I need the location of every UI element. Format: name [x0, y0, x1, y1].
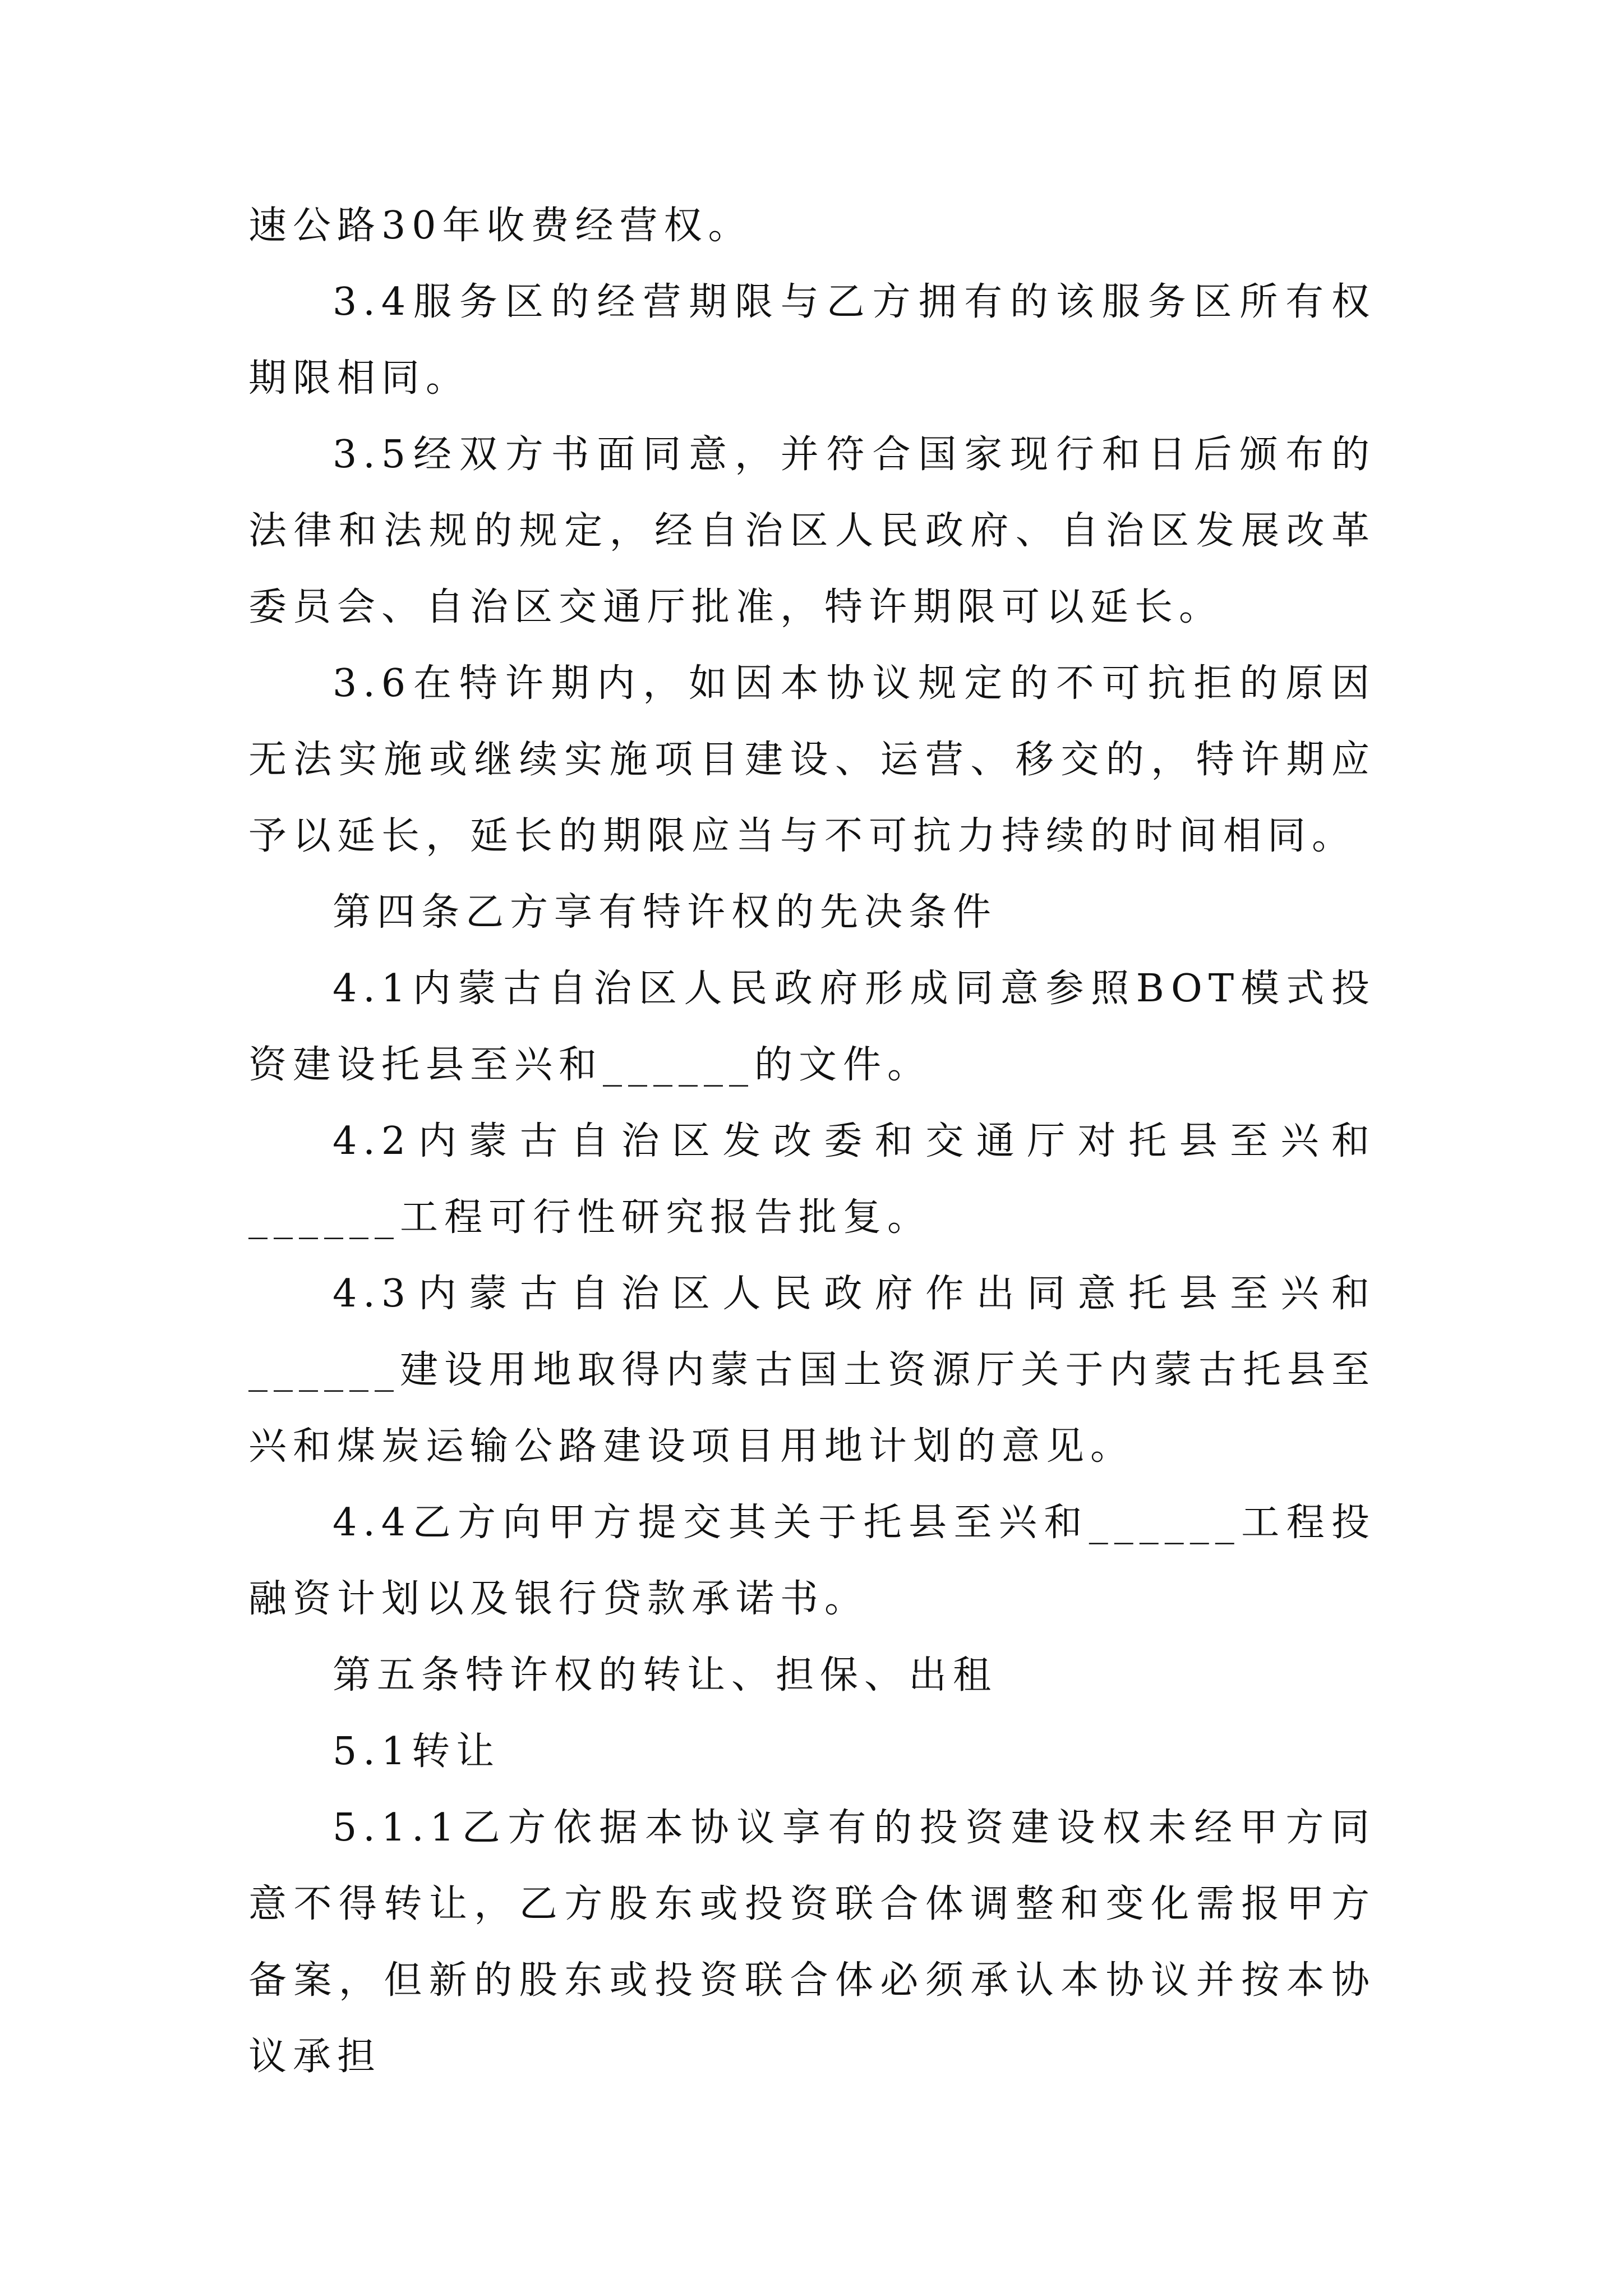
- paragraph-4-3: 4.3内蒙古自治区人民政府作出同意托县至兴和______建设用地取得内蒙古国土资源厅关于内蒙古托县至兴和煤炭运输公路建设项目用地计划的意见。: [248, 1272, 1376, 1469]
- paragraph-3-4: 3.4服务区的经营期限与乙方拥有的该服务区所有权期限相同。: [248, 280, 1376, 401]
- paragraph-4-2: 4.2内蒙古自治区发改委和交通厅对托县至兴和______工程可行性研究报告批复。: [248, 1119, 1376, 1240]
- paragraph-5-1-1: 5.1.1乙方依据本协议享有的投资建设权未经甲方同意不得转让，乙方股东或投资联合体调整和变化需报甲方备案，但新的股东或投资联合体必须承认本协议并按本协议承担: [248, 1806, 1376, 2079]
- paragraph-3-6: 3.6在特许期内，如因本协议规定的不可抗拒的原因无法实施或继续实施项目建设、运营、移交的，特许期应予以延长，延长的期限应当与不可抗力持续的时间相同。: [248, 661, 1376, 858]
- article-5-heading: 第五条特许权的转让、担保、出租: [333, 1653, 998, 1697]
- article-4-heading: 第四条乙方享有特许权的先决条件: [333, 890, 998, 935]
- document-body: [248, 188, 1376, 2095]
- paragraph-4-4: 4.4乙方向甲方提交其关于托县至兴和______工程投融资计划以及银行贷款承诺书。: [248, 1501, 1376, 1621]
- paragraph-4-1: 4.1内蒙古自治区人民政府形成同意参照BOT模式投资建设托县至兴和______的文件。: [248, 967, 1376, 1087]
- paragraph-5-1: 5.1转让: [333, 1729, 501, 1774]
- paragraph-3-5: 3.5经双方书面同意，并符合国家现行和日后颁布的法律和法规的规定，经自治区人民政府、自治区发展改革委员会、自治区交通厅批准，特许期限可以延长。: [248, 432, 1376, 629]
- paragraph-continuation: 速公路30年收费经营权。: [248, 204, 753, 248]
